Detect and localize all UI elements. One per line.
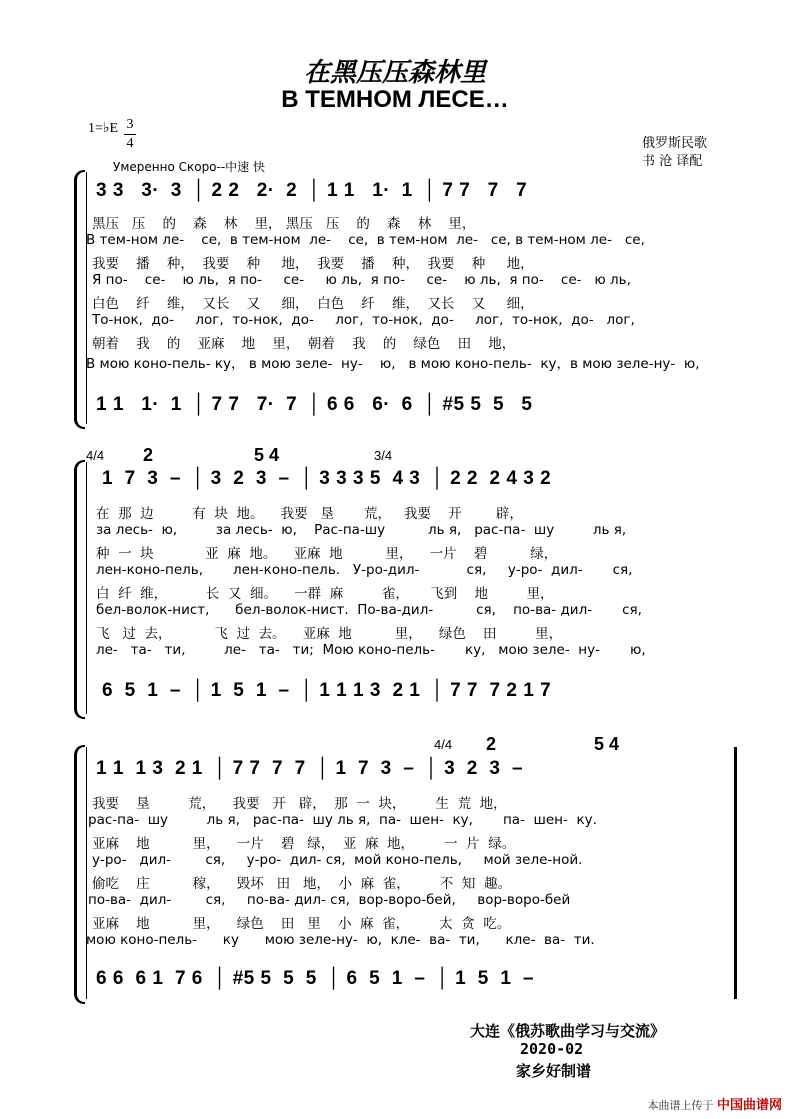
lyric-line: Я по- се- ю ль, я по- се- ю ль, я по- се- ю ль, я по- се- ю ль,: [92, 272, 631, 288]
watermark-brand: 中国曲谱网: [716, 1098, 782, 1113]
time-signature-line: [124, 134, 136, 135]
lyric-line: 偷吃 庄 稼， 毁坏 田 地， 小 麻 雀， 不 知 趣。: [92, 876, 511, 892]
footer-source: 大连《俄苏歌曲学习与交流》: [470, 1022, 666, 1040]
lyric-line: 种 一 块 亚 麻 地。 亚麻 地 里， 一片 碧 绿，: [96, 546, 558, 562]
lyric-line: ле- та- ти, ле- та- ти; Мою коно-пель- ку, мою зеле- ну- ю,: [96, 642, 646, 658]
system-barline-left: [86, 747, 87, 999]
voice-lower-notes: 6 5 1 – │ 1 5 1 – │ 1 1 1 3 2 1 │ 7 7 7 2 1 7: [102, 680, 552, 701]
lyric-line: 飞 过 去， 飞 过 去。 亚麻 地 里， 绿色 田 里，: [96, 626, 563, 642]
lyric-line: за лесь- ю, за лесь- ю, Рас-па-шу ль я, рас-па- шу ль я,: [96, 522, 627, 538]
lyric-line: рас-па- шу ль я, рас-па- шу ль я, па- шен- ку, па- шен- ку.: [88, 812, 597, 828]
lyric-line: 白 纤 维， 长 又 细。 一群 麻 雀， 飞到 地 里，: [96, 586, 554, 602]
system-brace: [74, 170, 85, 429]
voice-upper-notes: 1 7 3 – │ 3 2 3 – │ 3 3 3 5 4 3 │ 2 2 2 4 3 2: [102, 468, 552, 489]
bar-count-marker: 2: [486, 734, 497, 754]
lyric-line: 亚麻 地 里， 一片 碧 绿， 亚 麻 地， 一 片 绿。: [92, 836, 516, 852]
system-brace: [74, 745, 85, 1004]
lyric-line: лен-коно-пель, лен-коно-пель. У-ро-дил- ся, у-ро- дил- ся,: [96, 562, 633, 578]
tempo-marking: Умеренно Скоро--中速 快: [113, 160, 265, 174]
footer-author: 家乡好制谱: [516, 1062, 592, 1080]
credit-translator: 书 沧 译配: [642, 154, 703, 169]
voice-lower-notes: 6 6 6 1 7 6 │ #5 5 5 5 │ 6 5 1 – │ 1 5 1 –: [96, 968, 535, 989]
lyric-line: 白色 纤 维， 又长 又 细， 白色 纤 维， 又长 又 细，: [92, 296, 534, 312]
lyric-line: 我要 播 种， 我要 种 地， 我要 播 种， 我要 种 地，: [92, 256, 534, 272]
lyric-line: 朝着 我 的 亚麻 地 里， 朝着 我 的 绿色 田 地，: [92, 336, 516, 352]
lyric-line: 黑压 压 的 森 林 里， 黑压 压 的 森 林 里，: [92, 216, 476, 232]
bar-count-marker: 2: [143, 445, 154, 465]
system-barline-left: [86, 462, 87, 714]
bar-count-marker: 5 4: [254, 445, 280, 465]
song-title-chinese: 在黑压压森林里: [303, 58, 486, 88]
site-watermark: [647, 1094, 782, 1113]
footer-date: 2020-02: [520, 1040, 584, 1058]
voice-lower-notes: 1 1 1· 1 │ 7 7 7· 7 │ 6 6 6· 6 │ #5 5 5 5: [96, 394, 533, 415]
credit-origin: 俄罗斯民歌: [642, 136, 708, 151]
meter-change: 4/4: [434, 737, 453, 752]
lyric-line: мою коно-пель- ку мою зеле-ну- ю, кле- ва- ти, кле- ва- ти.: [86, 932, 595, 948]
final-repeat-barline: [734, 747, 737, 999]
lyric-line: То-нок, до- лог, то-нок, до- лог, то-нок, до- лог, то-нок, до- лог,: [92, 312, 635, 328]
bar-count-marker: 5 4: [594, 734, 620, 754]
time-signature-denominator: 4: [126, 136, 134, 151]
time-signature-numerator: 3: [126, 117, 134, 132]
voice-upper-notes: 3 3 3· 3 │ 2 2 2· 2 │ 1 1 1· 1 │ 7 7 7 7: [96, 180, 528, 201]
lyric-line: В тем-ном ле- се, в тем-ном ле- се, в тем-ном ле- се, в тем-ном ле- се,: [86, 232, 645, 248]
system-barline-left: [86, 172, 87, 424]
lyric-line: по-ва- дил- ся, по-ва- дил- ся, вор-воро-бей, вор-воро-бей: [88, 892, 571, 908]
lyric-line: В мою коно-пель- ку， в мою зеле- ну- ю, в мою коно-пель- ку，в мою зеле-ну- ю,: [86, 356, 700, 372]
lyric-line: 我要 垦 荒， 我要 开 辟， 那 一 块， 生 荒 地，: [92, 796, 507, 812]
voice-upper-notes: 1 1 1 3 2 1 │ 7 7 7 7 │ 1 7 3 – │ 3 2 3 –: [96, 758, 524, 779]
meter-change: 4/4: [86, 448, 105, 463]
system-brace: [74, 460, 85, 719]
meter-change: 3/4: [374, 448, 393, 463]
lyric-line: 在 那 边 有 块 地。 我要 垦 荒， 我要 开 辟，: [96, 506, 523, 522]
lyric-line: у-ро- дил- ся, у-ро- дил- ся, мой коно-пель, мой зеле-ной.: [92, 852, 583, 868]
watermark-text: 本曲谱上传于: [647, 1099, 714, 1112]
key-signature: 1=♭E: [88, 121, 119, 136]
lyric-line: бел-волок-нист, бел-волок-нист. По-ва-дил- ся, по-ва- дил- ся,: [96, 602, 642, 618]
lyric-line: 亚麻 地 里， 绿色 田 里 小 麻 雀， 太 贪 吃。: [92, 916, 511, 932]
song-title-russian: В ТЕМНОМ ЛЕСЕ…: [281, 86, 509, 113]
